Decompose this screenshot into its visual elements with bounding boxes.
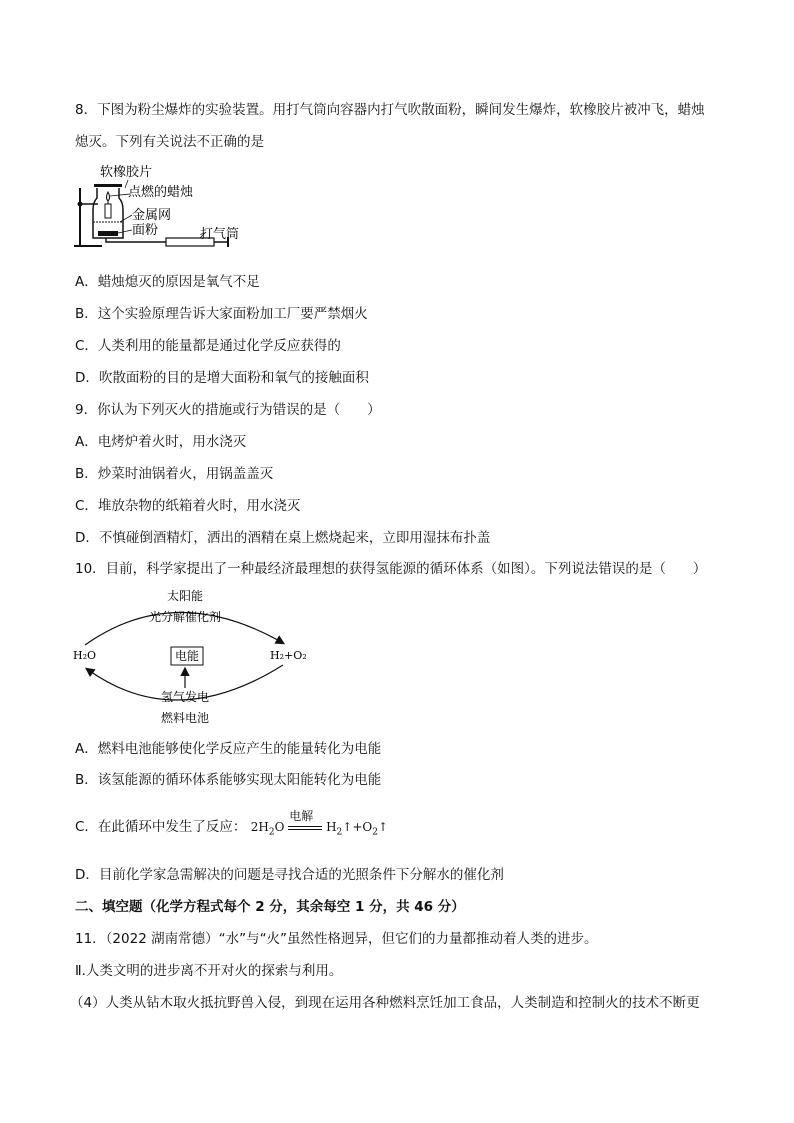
q10-option-b: B．该氢能源的循环体系能够实现太阳能转化为电能 xyxy=(75,772,382,788)
diagram-electric-energy-box: 电能 xyxy=(174,649,200,663)
q9-stem: 9．你认为下列灭火的措施或行为错误的是（ ） xyxy=(75,402,381,418)
diagram-photocatalyst: 光分解催化剂 xyxy=(148,610,222,624)
label-air-pump: 打气筒 xyxy=(200,227,240,242)
label-lit-candle: 点燃的蜡烛 xyxy=(128,185,194,200)
diagram-hydrogen-power: 氢气发电 xyxy=(160,690,210,704)
q8-option-d: D．吹散面粉的目的是增大面粉和氧气的接触面积 xyxy=(75,370,369,386)
label-rubber-sheet: 软橡胶片 xyxy=(100,165,153,180)
q9-option-a: A．电烤炉着火时，用水浇灭 xyxy=(75,434,247,450)
q10-option-d: D．目前化学家急需解决的问题是寻找合适的光照条件下分解水的催化剂 xyxy=(75,867,504,883)
q9-option-d: D．不慎碰倒酒精灯，洒出的酒精在桌上燃烧起来，立即用湿抹布扑盖 xyxy=(75,530,491,546)
q10-option-a: A．燃料电池能够使化学反应产生的能量转化为电能 xyxy=(75,741,382,757)
q8-stem-line2: 熄灭。下列有关说法不正确的是 xyxy=(75,134,264,150)
label-flour: 面粉 xyxy=(132,223,159,238)
q11-sub4: （4）人类从钻木取火抵抗野兽入侵，到现在运用各种燃料烹饪加工食品，人类制造和控制火的技术不断更 xyxy=(70,995,700,1011)
q10-option-c xyxy=(75,808,389,841)
diagram-solar-energy: 太阳能 xyxy=(166,589,204,603)
section-fill-in-blank-title: 二、填空题（化学方程式每个 2 分，其余每空 1 分，共 46 分） xyxy=(75,899,465,915)
dust-explosion-figure xyxy=(70,158,270,258)
q10-option-c-prefix: C．在此循环中发生了反应： xyxy=(75,819,247,835)
q11-stem: 11．（2022 湖南常德）“水”与“火”虽然性格迥异，但它们的力量都推动着人类的进步。 xyxy=(75,931,598,947)
diagram-hydrogen-oxygen: H₂+O₂ xyxy=(270,649,307,662)
q9-option-b: B．炒菜时油锅着火，用锅盖盖灭 xyxy=(75,466,274,482)
diagram-water: H₂O xyxy=(73,649,97,662)
equation-condition: 电解 xyxy=(289,808,314,823)
label-metal-mesh: 金属网 xyxy=(132,208,172,223)
q8-option-a: A．蜡烛熄灭的原因是氧气不足 xyxy=(75,274,260,290)
q10-stem: 10．目前，科学家提出了一种最经济最理想的获得氢能源的循环体系（如图）。下列说法错误的是（ ） xyxy=(75,561,707,577)
q8-option-c: C．人类利用的能量都是通过化学反应获得的 xyxy=(75,338,341,354)
diagram-fuel-cell: 燃料电池 xyxy=(160,711,210,725)
q11-part2: Ⅱ.人类文明的进步离不开对火的探索与利用。 xyxy=(75,963,343,979)
q8-stem-line1: 8．下图为粉尘爆炸的实验装置。用打气筒向容器内打气吹散面粉，瞬间发生爆炸，软橡胶片被冲飞，蜡烛 xyxy=(75,102,705,118)
q9-option-c: C．堆放杂物的纸箱着火时，用水浇灭 xyxy=(75,498,301,514)
hydrogen-cycle-diagram xyxy=(65,583,325,728)
electrolysis-equation: $2H_2O$ 电解 $H_2↑+O_2↑$ xyxy=(250,808,389,838)
q8-option-b: B．这个实验原理告诉大家面粉加工厂要严禁烟火 xyxy=(75,306,368,322)
